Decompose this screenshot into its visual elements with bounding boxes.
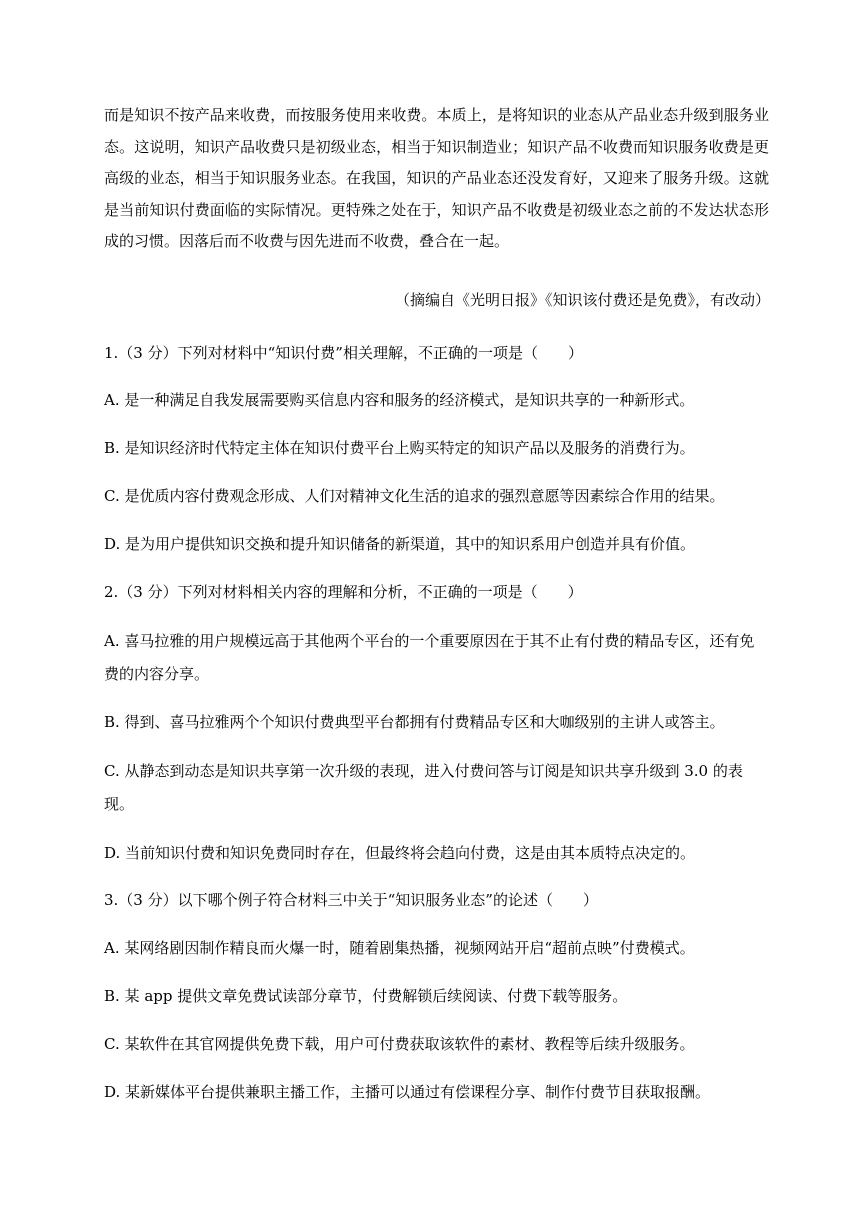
question-1-stem: 1.（3 分）下列对材料中“知识付费”相关理解，不正确的一项是（ ） [104,344,583,362]
source-citation: （摘编自《光明日报》《知识该付费还是免费》，有改动） [394,291,770,309]
passage-paragraph: 而是知识不按产品来收费，而按服务使用来收费。本质上，是将知识的业态从产品业态升级到服务业态。这说明，知识产品收费只是初级业态，相当于知识制造业；知识产品不收费而知识服务收费是更高级的业态，相当于知识服务业态。在我国，知识的产品业态还没发育好，又迎来了服务升级。这就是当前知识付费面临的实际情况。更特殊之处在于，知识产品不收费是初级业态之前的不发达状态形成的习惯。因落后而不收费与因先进而不收费，叠合在一起。 [104,106,769,250]
question-1-option-d: D. 是为用户提供知识交换和提升知识储备的新渠道，其中的知识系用户创造并具有价值。 [104,535,696,553]
question-2-option-b: B. 得到、喜马拉雅两个个知识付费典型平台都拥有付费精品专区和大咖级别的主讲人或答主。 [104,713,725,731]
question-1-option-b: B. 是知识经济时代特定主体在知识付费平台上购买特定的知识产品以及服务的消费行为。 [104,439,695,457]
question-2-option-a: A. 喜马拉雅的用户规模远高于其他两个平台的一个重要原因在于其不止有付费的精品专区，还有免费的内容分享。 [104,632,755,683]
question-2-option-c: C. 从静态到动态是知识共享第一次升级的表现，进入付费问答与订阅是知识共享升级到 3.0 的表现。 [104,762,743,813]
question-1-option-c: C. 是优质内容付费观念形成、人们对精神文化生活的追求的强烈意愿等因素综合作用的结果。 [104,487,725,505]
question-3-option-d: D. 某新媒体平台提供兼职主播工作，主播可以通过有偿课程分享、制作付费节目获取报酬。 [104,1083,711,1101]
question-2-stem: 2.（3 分）下列对材料相关内容的理解和分析，不正确的一项是（ ） [104,583,583,601]
question-2-option-d: D. 当前知识付费和知识免费同时存在，但最终将会趋向付费，这是由其本质特点决定的。 [104,844,696,862]
question-1-option-a: A. 是一种满足自我发展需要购买信息内容和服务的经济模式，是知识共享的一种新形式。 [104,391,695,409]
question-3-option-b: B. 某 app 提供文章免费试读部分章节，付费解锁后续阅读、付费下载等服务。 [104,987,628,1005]
question-3-option-c: C. 某软件在其官网提供免费下载，用户可付费获取该软件的素材、教程等后续升级服务。 [104,1035,695,1053]
question-3-option-a: A. 某网络剧因制作精良而火爆一时，随着剧集热播，视频网站开启“超前点映”付费模式。 [104,939,695,957]
question-3-stem: 3.（3 分）以下哪个例子符合材料三中关于“知识服务业态”的论述（ ） [104,891,598,909]
